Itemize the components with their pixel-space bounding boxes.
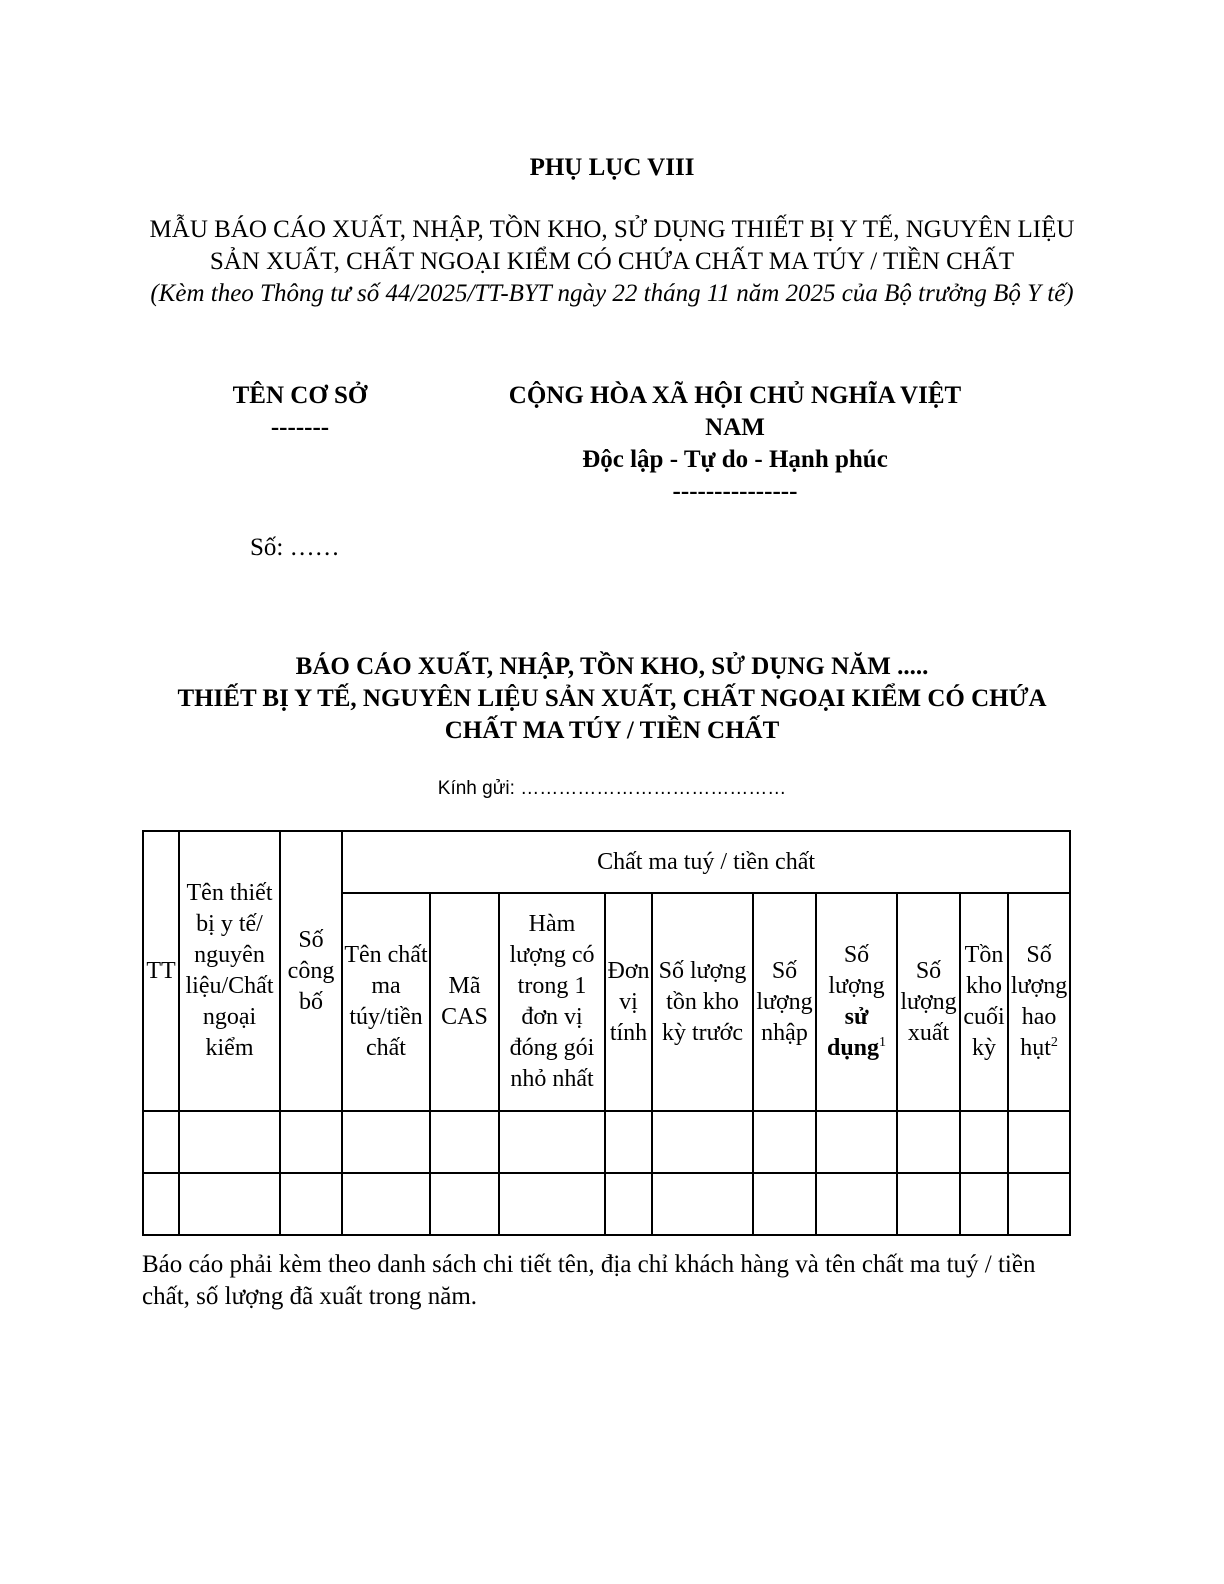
table-cell[interactable] — [280, 1173, 342, 1235]
table-cell[interactable] — [652, 1111, 753, 1173]
report-title-line-1: BÁO CÁO XUẤT, NHẬP, TỒN KHO, SỬ DỤNG NĂM ..... — [295, 653, 929, 680]
header-quantity-used — [816, 893, 897, 1111]
table-cell[interactable] — [816, 1173, 897, 1235]
header-unit: Đơn vị tính — [605, 893, 652, 1111]
header-so-cong-bo: Số công bố — [280, 831, 342, 1111]
national-divider: --------------- — [672, 478, 798, 505]
header-quantity-loss — [1008, 893, 1070, 1111]
header-closing-stock: Tồn kho cuối kỳ — [960, 893, 1008, 1111]
table-cell[interactable] — [499, 1111, 605, 1173]
report-title — [140, 651, 1084, 747]
table-cell[interactable] — [652, 1173, 753, 1235]
report-footnote: Báo cáo phải kèm theo danh sách chi tiết tên, địa chỉ khách hàng và tên chất ma tuý / tiền chất, số lượng đã xuất trong năm. — [142, 1251, 1036, 1310]
document-number: Số: …… — [250, 534, 340, 561]
table-cell[interactable] — [143, 1111, 179, 1173]
table-cell[interactable] — [342, 1111, 430, 1173]
report-title-line-2: THIẾT BỊ Y TẾ, NGUYÊN LIỆU SẢN XUẤT, CHẤT NGOẠI KIỂM CÓ CHỨA CHẤT MA TÚY / TIỀN CHẤT — [177, 685, 1047, 744]
table-cell[interactable] — [605, 1173, 652, 1235]
circular-note: (Kèm theo Thông tư số 44/2025/TT-BYT ngày 22 tháng 11 năm 2025 của Bộ trưởng Bộ Y tế) — [150, 280, 1074, 307]
table-cell[interactable] — [430, 1111, 499, 1173]
table-cell[interactable] — [897, 1111, 960, 1173]
table-cell[interactable] — [960, 1111, 1008, 1173]
header-substance-group: Chất ma tuý / tiền chất — [342, 831, 1070, 893]
header-quantity-loss-label: Số lượng hao hụt — [1010, 942, 1068, 1061]
footnote-marker-2: 2 — [1050, 1035, 1058, 1050]
table-cell[interactable] — [816, 1111, 897, 1173]
national-header — [480, 380, 990, 508]
table-cell[interactable] — [753, 1173, 816, 1235]
table-cell[interactable] — [179, 1111, 280, 1173]
table-cell[interactable] — [1008, 1173, 1070, 1235]
appendix-title: PHỤ LỤC VIII — [529, 154, 695, 181]
form-title: MẪU BÁO CÁO XUẤT, NHẬP, TỒN KHO, SỬ DỤNG THIẾT BỊ Y TẾ, NGUYÊN LIỆU SẢN XUẤT, CHẤT NGOẠI KIỂM CÓ CHỨA CHẤT MA TÚY / TIỀN CHẤT — [149, 216, 1075, 275]
facility-name: TÊN CƠ SỞ — [232, 382, 368, 409]
header-quantity-used-prefix: Số lượng — [828, 942, 885, 999]
facility-block — [170, 380, 430, 444]
table-cell[interactable] — [179, 1173, 280, 1235]
republic-name: CỘNG HÒA XÃ HỘI CHỦ NGHĨA VIỆT NAM — [508, 382, 962, 441]
table-cell[interactable] — [342, 1173, 430, 1235]
table-cell[interactable] — [430, 1173, 499, 1235]
table-cell[interactable] — [605, 1111, 652, 1173]
header-tt: TT — [143, 831, 179, 1111]
table-cell[interactable] — [897, 1173, 960, 1235]
footnote-marker-1: 1 — [879, 1035, 887, 1050]
table-cell[interactable] — [280, 1111, 342, 1173]
header-quantity-imported: Số lượng nhập — [753, 893, 816, 1111]
facility-divider: ------- — [270, 414, 330, 441]
table-cell[interactable] — [499, 1173, 605, 1235]
table-row — [143, 1173, 1070, 1235]
table-cell[interactable] — [143, 1173, 179, 1235]
table-cell[interactable] — [753, 1111, 816, 1173]
header-cas-code: Mã CAS — [430, 893, 499, 1111]
header-quantity-exported: Số lượng xuất — [897, 893, 960, 1111]
header-substance-name: Tên chất ma túy/tiền chất — [342, 893, 430, 1111]
recipient-line: Kính gửi: …………………………………… — [437, 778, 787, 799]
header-quantity-used-bold: sử dụng — [826, 1004, 880, 1061]
header-device-name: Tên thiết bị y tế/ nguyên liệu/Chất ngoại kiểm — [179, 831, 280, 1111]
header-content-per-unit: Hàm lượng có trong 1 đơn vị đóng gói nhỏ nhất — [499, 893, 605, 1111]
table-row — [143, 1111, 1070, 1173]
header-previous-stock: Số lượng tồn kho kỳ trước — [652, 893, 753, 1111]
report-table — [142, 830, 1071, 1236]
table-cell[interactable] — [960, 1173, 1008, 1235]
table-cell[interactable] — [1008, 1111, 1070, 1173]
national-motto: Độc lập - Tự do - Hạnh phúc — [582, 446, 888, 473]
